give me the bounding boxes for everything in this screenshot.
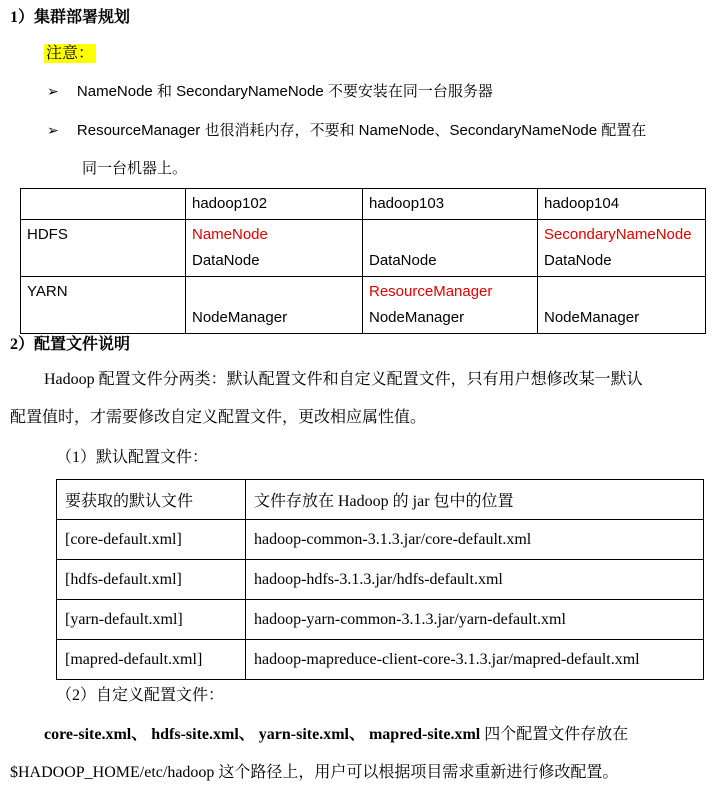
intro-line-1: Hadoop 配置文件分两类：默认配置文件和自定义配置文件，只有用户想修改某一默认 xyxy=(44,371,643,388)
bullet-text: NameNode 和 SecondaryNameNode 不要安装在同一台服务器 xyxy=(76,83,493,100)
table-row xyxy=(57,560,704,600)
table-header: 要获取的默认文件 xyxy=(57,480,246,520)
subheading-custom-files: （2）自定义配置文件： xyxy=(56,687,225,704)
custom-file-names: core-site.xml、 hdfs-site.xml、 yarn-site.xml、 mapred-site.xml xyxy=(44,726,481,743)
subheading-default-files: （1）默认配置文件： xyxy=(56,449,209,466)
table-cell: [mapred-default.xml] xyxy=(57,640,246,680)
bullet-item xyxy=(47,80,493,101)
datanode-label: DataNode xyxy=(192,252,260,269)
datanode-label: DataNode xyxy=(369,252,437,269)
default-files-table xyxy=(56,479,704,680)
table-cell: [hdfs-default.xml] xyxy=(57,560,246,600)
resourcemanager-label: ResourceManager xyxy=(369,283,493,300)
table-cell xyxy=(538,220,706,277)
note-label xyxy=(44,40,96,63)
table-cell: hadoop-yarn-common-3.1.3.jar/yarn-default.xml xyxy=(246,600,704,640)
table-cell: hadoop-common-3.1.3.jar/core-default.xml xyxy=(246,520,704,560)
section-1-title: 1）集群部署规划 xyxy=(10,9,131,26)
table-cell xyxy=(186,220,363,277)
note-highlight: 注意： xyxy=(46,45,95,62)
bullet-item xyxy=(47,119,646,140)
datanode-label: DataNode xyxy=(544,252,612,269)
namenode-label: NameNode xyxy=(192,226,268,243)
table-cell xyxy=(538,277,706,334)
arrow-bullet-icon: ➢ xyxy=(47,83,59,99)
table-header: hadoop102 xyxy=(186,189,363,220)
intro-line-2: 配置值时，才需要修改自定义配置文件，更改相应属性值。 xyxy=(10,409,427,426)
table-cell: [core-default.xml] xyxy=(57,520,246,560)
custom-files-line-2: $HADOOP_HOME/etc/hadoop 这个路径上，用户可以根据项目需求重新进行修改配置。 xyxy=(10,764,619,781)
row-label: YARN xyxy=(21,277,186,334)
table-cell xyxy=(21,189,186,220)
section-2-title: 2）配置文件说明 xyxy=(10,336,131,353)
table-cell xyxy=(363,277,538,334)
nodemanager-label: NodeManager xyxy=(192,309,288,326)
table-row xyxy=(21,189,706,220)
bullet-continuation: 同一台机器上。 xyxy=(82,160,188,177)
row-label: HDFS xyxy=(21,220,186,277)
nodemanager-label: NodeManager xyxy=(544,309,640,326)
table-row xyxy=(57,640,704,680)
table-header: 文件存放在 Hadoop 的 jar 包中的位置 xyxy=(246,480,704,520)
table-header: hadoop103 xyxy=(363,189,538,220)
custom-files-line-1 xyxy=(44,716,628,754)
table-row xyxy=(21,277,706,334)
table-row xyxy=(57,520,704,560)
cluster-plan-table xyxy=(20,188,706,334)
table-row xyxy=(57,600,704,640)
secondary-namenode-label: SecondaryNameNode xyxy=(544,226,692,243)
table-row xyxy=(57,480,704,520)
arrow-bullet-icon: ➢ xyxy=(47,122,59,138)
table-cell: hadoop-hdfs-3.1.3.jar/hdfs-default.xml xyxy=(246,560,704,600)
bullet-text: ResourceManager 也很消耗内存，不要和 NameNode、SecondaryNameNode 配置在 xyxy=(76,122,647,139)
custom-files-tail: 四个配置文件存放在 xyxy=(480,726,629,743)
nodemanager-label: NodeManager xyxy=(369,309,465,326)
table-cell: [yarn-default.xml] xyxy=(57,600,246,640)
table-header: hadoop104 xyxy=(538,189,706,220)
table-cell xyxy=(363,220,538,277)
table-row xyxy=(21,220,706,277)
table-cell xyxy=(186,277,363,334)
table-cell: hadoop-mapreduce-client-core-3.1.3.jar/mapred-default.xml xyxy=(246,640,704,680)
